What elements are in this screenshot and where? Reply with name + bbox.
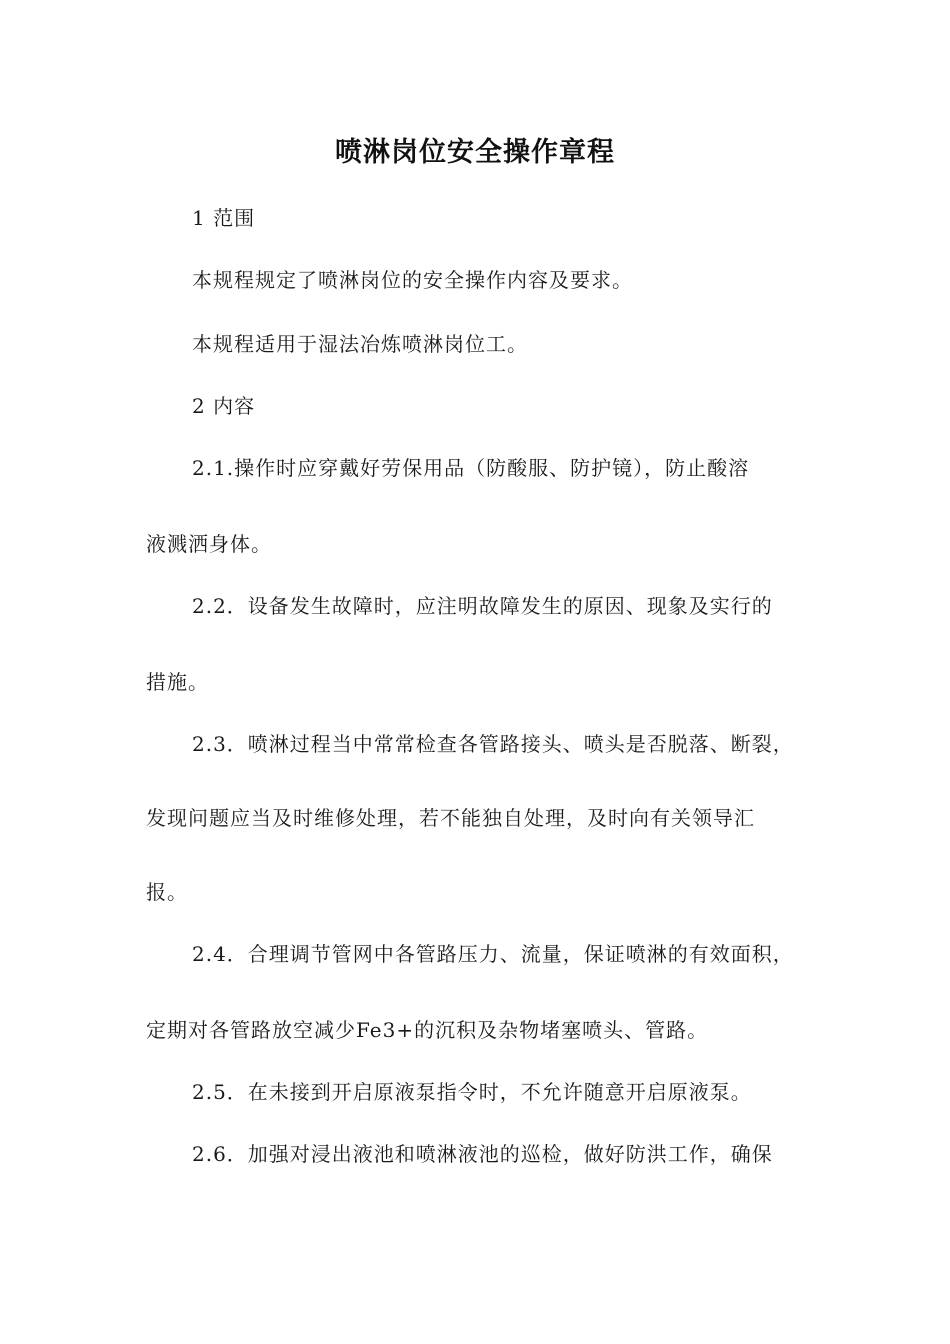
paragraph-line: 2.6．加强对浸出液池和喷淋液池的巡检，做好防洪工作，确保 — [192, 1142, 773, 1166]
document-title: 喷淋岗位安全操作章程 — [335, 137, 615, 168]
paragraph-line: 措施。 — [146, 670, 209, 694]
section-heading-scope: 1 范围 — [192, 206, 256, 230]
section-heading-content: 2 内容 — [192, 394, 256, 418]
paragraph-line: 本规程规定了喷淋岗位的安全操作内容及要求。 — [192, 268, 633, 292]
paragraph-line: 发现问题应当及时维修处理，若不能独自处理，及时向有关领导汇 — [146, 806, 755, 830]
paragraph-line: 本规程适用于湿法冶炼喷淋岗位工。 — [192, 332, 528, 356]
paragraph-line: 2.5．在未接到开启原液泵指令时，不允许随意开启原液泵。 — [192, 1080, 752, 1104]
paragraph-line: 2.4．合理调节管网中各管路压力、流量，保证喷淋的有效面积， — [192, 942, 794, 966]
paragraph-line: 2.1.操作时应穿戴好劳保用品（防酸服、防护镜），防止酸溶 — [192, 456, 750, 480]
paragraph-line: 定期对各管路放空减少Fe3+的沉积及杂物堵塞喷头、管路。 — [146, 1018, 709, 1042]
paragraph-line: 报。 — [146, 880, 188, 904]
paragraph-line: 2.2．设备发生故障时，应注明故障发生的原因、现象及实行的 — [192, 594, 773, 618]
paragraph-line: 液溅洒身体。 — [146, 532, 272, 556]
paragraph-line: 2.3．喷淋过程当中常常检查各管路接头、喷头是否脱落、断裂， — [192, 732, 794, 756]
